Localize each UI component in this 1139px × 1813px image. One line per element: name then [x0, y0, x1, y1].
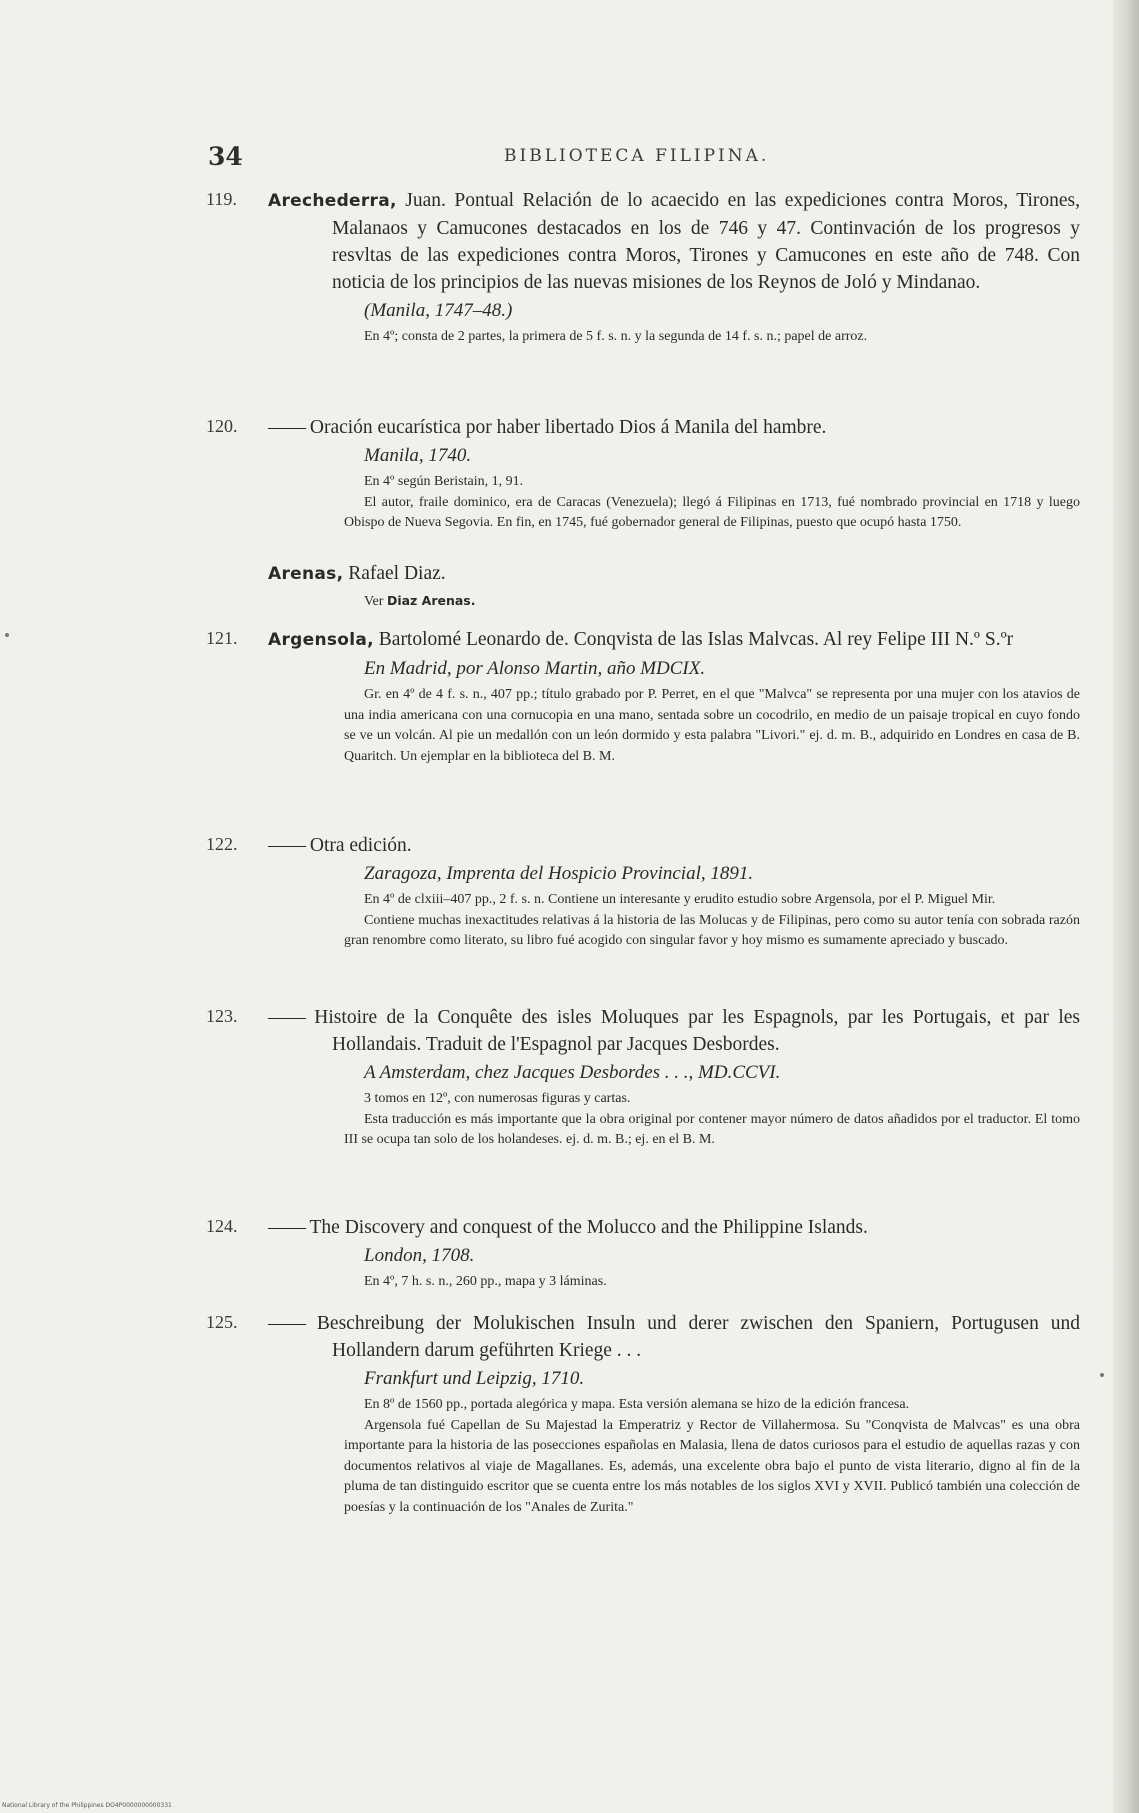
entry-note: En 4º; consta de 2 partes, la primera de 5 f. s. n. y la segunda de 14 f. s. n.; papel de arroz.	[364, 329, 868, 344]
entry-122	[206, 832, 1080, 1004]
entry-title	[206, 832, 1080, 859]
entry-note: En 4º de clxiii–407 pp., 2 f. s. n. Contiene un interesante y erudito estudio sobre Argensola, por el P. Miguel Mir.	[364, 892, 996, 907]
entry-author: Argensola,	[268, 630, 374, 650]
entry-title	[206, 1214, 1080, 1241]
entry-note: En 4º según Beristain, 1, 91.	[364, 474, 524, 489]
entry-124	[206, 1214, 1080, 1310]
entry-text: Rafael Diaz.	[343, 563, 446, 584]
running-title: BIBLIOTECA FILIPINA.	[504, 146, 770, 166]
ditto-dash: ——	[268, 1217, 305, 1238]
entry-119	[206, 187, 1080, 414]
entry-123	[206, 1004, 1080, 1214]
entry-121	[206, 626, 1080, 832]
ditto-dash: ——	[268, 835, 305, 856]
scan-speck	[5, 633, 9, 637]
entry-text: Juan. Pontual Relación de lo acaecido en las expediciones contra Moros, Tirones, Malanaos y Camucones destacados en los de 746 y 47. Continvación de los progresos y resvltas de las expediciones contra Moros, Tirones y Camucones en este año de 748. Con noticia de los principios de las nuevas misiones de los Reynos de Joló y Mindanao.	[332, 190, 1080, 293]
entry-title	[206, 187, 1080, 296]
entry-imprint: Manila, 1740.	[364, 445, 472, 466]
page-number: 34	[208, 142, 243, 171]
entry-120	[206, 414, 1080, 560]
entry-text: Otra edición.	[305, 835, 412, 856]
ditto-dash: ——	[268, 1313, 305, 1334]
page-edge-shadow	[1113, 0, 1139, 1813]
entry-125	[206, 1310, 1080, 1518]
entry-note: Gr. en 4º de 4 f. s. n., 407 pp.; título grabado por P. Perret, en el que "Malvca" se representa por una mujer con los atavios de una india americana con una cornucopia en una mano, sentada sobre un cocodrilo, en medio de un paisaje tropical en cuyo fondo se ve un volcán. Al pie un medallón con un león dormido y esta palabra "Livori." ej. d. m. B., adquirido en Londres en casa de B. Quaritch. Un ejemplar en la biblioteca del B. M.	[344, 687, 1080, 764]
entry-number: 122.	[206, 834, 238, 854]
entry-imprint: Frankfurt und Leipzig, 1710.	[364, 1368, 585, 1389]
entry-note: Esta traducción es más importante que la obra original por contener mayor número de datos añadidos por el traductor. El tomo III se ocupa tan solo de los holandeses. ej. d. m. B.; ej. en el B. M.	[344, 1111, 1080, 1147]
ditto-dash: ——	[268, 417, 305, 438]
entry-imprint: En Madrid, por Alonso Martin, año MDCIX.	[364, 658, 706, 679]
bibliography-entries	[206, 187, 1080, 1518]
page-header	[208, 142, 1088, 176]
entry-imprint: London, 1708.	[364, 1245, 475, 1266]
entry-title	[206, 1310, 1080, 1364]
entry-number: 121.	[206, 628, 238, 648]
entry-number: 123.	[206, 1006, 238, 1026]
see-reference	[206, 591, 1080, 613]
ditto-dash: ——	[268, 1007, 305, 1028]
entry-note: En 4º, 7 h. s. n., 260 pp., mapa y 3 láminas.	[364, 1274, 607, 1289]
scan-footer: National Library of the Philippines DO4P0000000000331	[2, 1802, 172, 1809]
entry-imprint: A Amsterdam, chez Jacques Desbordes . . ., MD.CCVI.	[364, 1062, 781, 1083]
see-target: Diaz Arenas.	[386, 593, 476, 608]
entry-note: En 8º de 1560 pp., portada alegórica y mapa. Esta versión alemana se hizo de la edición francesa.	[364, 1397, 910, 1412]
entry-imprint: Zaragoza, Imprenta del Hospicio Provincial, 1891.	[364, 863, 754, 884]
entry-cross-reference	[206, 560, 1080, 626]
entry-text: Histoire de la Conquête des isles Moluques par les Espagnols, par les Portugais, et par les Hollandais. Traduit de l'Espagnol par Jacques Desbordes.	[305, 1007, 1080, 1055]
entry-note: Contiene muchas inexactitudes relativas á la historia de las Molucas y de Filipinas, pero como su autor tenía con sobrada razón gran renombre como literato, su libro fué acogido con singular favor y hoy mismo es sumamente apreciado y buscado.	[344, 912, 1080, 948]
entry-note: El autor, fraile dominico, era de Caracas (Venezuela); llegó á Filipinas en 1713, fué nombrado provincial en 1718 y luego Obispo de Nueva Segovia. En fin, en 1745, fué gobernador general de Filipinas, puesto que ocupó hasta 1750.	[344, 494, 1080, 530]
scan-speck	[1100, 1373, 1104, 1377]
entry-title	[206, 626, 1080, 654]
entry-title	[206, 414, 1080, 441]
entry-text: Beschreibung der Molukischen Insuln und derer zwischen den Spaniern, Portugusen und Hollandern darum geführten Kriege . . .	[305, 1313, 1080, 1361]
entry-author: Arechederra,	[268, 191, 397, 211]
entry-imprint: (Manila, 1747–48.)	[364, 300, 513, 321]
entry-text: The Discovery and conquest of the Molucco and the Philippine Islands.	[305, 1217, 868, 1238]
entry-number: 120.	[206, 416, 238, 436]
entry-title	[206, 1004, 1080, 1058]
see-label: Ver	[364, 594, 387, 609]
entry-note: 3 tomos en 12º, con numerosas figuras y cartas.	[364, 1091, 631, 1106]
entry-note: Argensola fué Capellan de Su Majestad la Emperatriz y Rector de Villahermosa. Su "Conqvista de Malvcas" es una obra importante para la historia de las posecciones españolas en Malasia, llena de datos curiosos para el estudio de aquellas razas y con documentos relativos al viaje de Magallanes. Es, además, una excelente obra bajo el punto de vista literario, digno al fin de la pluma de tan distinguido escritor que se cuenta entre los más notables de los siglos XVI y XVII. Publicó también una colección de poesías y la continuación de los "Anales de Zurita."	[344, 1417, 1080, 1515]
entry-text: Oración eucarística por haber libertado Dios á Manila del hambre.	[305, 417, 827, 438]
entry-title	[206, 560, 1080, 588]
entry-number: 124.	[206, 1216, 238, 1236]
entry-text: Bartolomé Leonardo de. Conqvista de las Islas Malvcas. Al rey Felipe III N.º S.ºr	[373, 629, 1014, 650]
entry-number: 125.	[206, 1312, 238, 1332]
entry-number: 119.	[206, 189, 237, 209]
entry-author: Arenas,	[268, 564, 344, 584]
